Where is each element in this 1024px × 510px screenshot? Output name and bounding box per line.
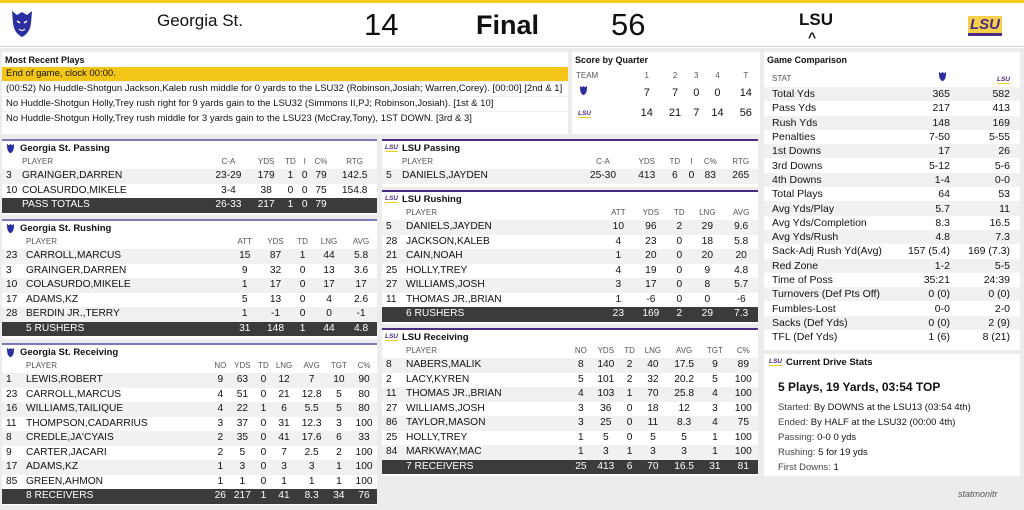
comparison-row: Turnovers (Def Pts Off) 0 (0) 0 (0) xyxy=(764,287,1020,301)
home-total-score: 56 xyxy=(732,103,760,123)
table-row: 11 THOMAS JR.,BRIAN 4 103 1 70 25.8 4 100 xyxy=(382,387,758,402)
table-row: 8 NABERS,MALIK 8 140 2 40 17.5 9 89 xyxy=(382,358,758,373)
column-header: PLAYER xyxy=(26,361,57,370)
current-drive-title: Current Drive Stats xyxy=(786,356,873,368)
column-header: AVG xyxy=(352,237,370,246)
home-quarter-score: 7 xyxy=(689,103,703,123)
away-quarter-score: 0 xyxy=(703,83,731,103)
table-row: 84 MARKWAY,MAC 1 3 1 3 3 1 100 xyxy=(382,445,758,460)
quarter-header: 4 xyxy=(715,71,720,80)
quarter-header-total: T xyxy=(743,71,749,80)
table-row: 5 DANIELS,JAYDEN 10 96 2 29 9.6 xyxy=(382,220,758,235)
column-header: LNG xyxy=(320,237,338,246)
recent-play-item: No Huddle-Shotgun Holly,Trey rush middle for 3 yards gain to the LSU23 (McCray,Tony), 1ST DOWN. [3rd & 3] xyxy=(2,111,568,126)
current-drive-panel xyxy=(764,354,1020,476)
comparison-row: Fumbles-Lost 0-0 2-0 xyxy=(772,302,1010,315)
away-quarter-score: 0 xyxy=(689,83,703,103)
score-by-quarter-table xyxy=(572,69,760,123)
table-row: 11 THOMPSON,CADARRIUS 3 37 0 31 12.3 3 100 xyxy=(6,417,373,429)
comparison-row: Avg Yds/Rush 4.8 7.3 xyxy=(764,230,1020,244)
comparison-row: TFL (Def Yds) 1 (6) 8 (21) xyxy=(772,331,1010,344)
table-row: 5 DANIELS,JAYDEN 25-30 413 6 0 83 265 xyxy=(382,169,758,184)
column-header: LNG xyxy=(644,346,662,355)
column-header: STAT xyxy=(772,74,792,83)
comparison-row: Avg Yds/Play 5.7 11 xyxy=(764,201,1020,215)
column-header: YDS xyxy=(257,157,275,166)
recent-play-item: No Huddle-Shotgun Holly,Trey rush right for 9 yards gain to the LSU32 (Simmons II,PJ; Robinson,Josiah). [1st & 10] xyxy=(2,96,568,111)
gsu-passing-table xyxy=(2,155,377,213)
table-row: 25 HOLLY,TREY 4 19 0 9 4.8 xyxy=(386,264,749,276)
table-row: 9 CARTER,JACARI 2 5 0 7 2.5 2 100 xyxy=(6,446,373,458)
georgia-state-panther-logo-icon xyxy=(5,143,16,154)
table-row: 28 BERDIN JR.,TERRY 1 -1 0 0 -1 xyxy=(2,307,377,322)
quarter-header: 1 xyxy=(644,71,649,80)
column-header: TGT xyxy=(330,361,347,370)
quarter-header: 2 xyxy=(672,71,678,80)
column-header: NO xyxy=(574,346,587,355)
table-row: 28 JACKSON,KALEB 4 23 0 18 5.8 xyxy=(386,235,749,247)
column-header: TD xyxy=(285,157,296,166)
table-row: 23 CARROLL,MARCUS 15 87 1 44 5.8 xyxy=(2,249,377,264)
column-header: C% xyxy=(703,157,717,166)
comparison-row: Red Zone 1-2 5-5 xyxy=(764,259,1020,273)
quarter-header: 3 xyxy=(694,71,699,80)
gsu-receiving-table xyxy=(2,359,377,504)
recent-play-item: End of game, clock 00:00. xyxy=(2,67,568,81)
column-header: AVG xyxy=(733,208,750,217)
score-by-quarter-title: Score by Quarter xyxy=(575,55,649,65)
comparison-row: Time of Poss 35:21 24:39 xyxy=(772,274,1010,286)
column-header: PLAYER xyxy=(26,237,57,246)
column-header: TD xyxy=(669,157,681,166)
lsu-logo-icon: LSU xyxy=(997,76,1010,83)
drive-rushing: Rushing: 5 for 19 yds xyxy=(778,447,868,458)
totals-row: 5 RUSHERS 31 148 1 44 4.8 xyxy=(2,322,377,337)
scoreboard-header xyxy=(0,0,1024,47)
column-header: RTG xyxy=(732,157,750,166)
comparison-row: Penalties 7-50 5-55 xyxy=(772,131,1010,144)
lsu-logo-icon: LSU xyxy=(968,16,1002,36)
away-quarter-score: 7 xyxy=(661,83,689,103)
away-total-score: 14 xyxy=(732,83,760,103)
game-comparison-panel xyxy=(764,52,1020,350)
table-row: 25 HOLLY,TREY 1 5 0 5 5 1 100 xyxy=(386,431,752,443)
table-row: 3 GRAINGER,DARREN 23-29 179 1 0 79 142.5 xyxy=(2,169,377,184)
table-row: 17 ADAMS,KZ 5 13 0 4 2.6 xyxy=(6,293,369,305)
table-row: 3 GRAINGER,DARREN 9 32 0 13 3.6 xyxy=(6,264,369,276)
lsu-receiving-table xyxy=(382,344,758,474)
recent-plays-panel xyxy=(2,52,568,134)
drive-first-downs: First Downs: 1 xyxy=(778,462,839,473)
lsu-rushing-title: LSU Rushing xyxy=(402,193,462,205)
gsu-passing-panel xyxy=(2,139,377,215)
column-header: TGT xyxy=(706,346,723,355)
column-header: C% xyxy=(736,346,750,355)
lsu-receiving-title: LSU Receiving xyxy=(402,331,469,343)
column-header: C% xyxy=(314,157,328,166)
column-header: YDS xyxy=(638,157,655,166)
lsu-logo-icon: LSU xyxy=(769,358,782,365)
column-header: AVG xyxy=(675,346,693,355)
comparison-row: Pass Yds 217 413 xyxy=(772,102,1010,115)
lsu-logo-icon: LSU xyxy=(385,144,398,151)
comparison-row: Total Yds 365 582 xyxy=(764,87,1020,101)
game-comparison-table xyxy=(764,71,1020,344)
quarter-header-team: TEAM xyxy=(576,71,599,80)
column-header: C-A xyxy=(221,157,236,166)
home-team-score: 56 xyxy=(611,7,646,42)
column-header: LNG xyxy=(699,208,716,217)
recent-plays-title: Most Recent Plays xyxy=(5,55,85,65)
lsu-passing-title: LSU Passing xyxy=(402,142,461,154)
column-header: ATT xyxy=(237,237,252,246)
comparison-row: 4th Downs 1-4 0-0 xyxy=(764,173,1020,187)
comparison-row: Avg Yds/Completion 8.3 16.5 xyxy=(772,216,1010,229)
away-team-score: 14 xyxy=(364,7,399,42)
comparison-row: Rush Yds 148 169 xyxy=(764,116,1020,130)
home-quarter-score: 21 xyxy=(661,103,689,123)
table-row: 10 COLASURDO,MIKELE 3-4 38 0 0 75 154.8 xyxy=(6,184,368,196)
gsu-rushing-table xyxy=(2,235,377,336)
drive-summary: 5 Plays, 19 Yards, 03:54 TOP xyxy=(778,380,941,394)
totals-row: PASS TOTALS 26-33 217 1 0 79 xyxy=(2,198,377,213)
away-quarter-score: 7 xyxy=(633,83,661,103)
score-by-quarter-panel xyxy=(572,52,760,134)
column-header: RTG xyxy=(346,157,364,166)
statmonitr-brand-logo[interactable]: statmonitr xyxy=(958,489,998,499)
table-row: 10 COLASURDO,MIKELE 1 17 0 17 17 xyxy=(2,278,377,293)
column-header: PLAYER xyxy=(22,157,53,166)
comparison-row: 3rd Downs 5-12 5-6 xyxy=(772,159,1010,172)
table-row: 16 WILLIAMS,TAILIQUE 4 22 1 6 5.5 5 80 xyxy=(2,402,377,417)
gsu-rushing-title: Georgia St. Rushing xyxy=(20,222,112,234)
drive-ended: Ended: By HALF at the LSU32 (00:00 4th) xyxy=(778,417,956,428)
table-row: 1 LEWIS,ROBERT 9 63 0 12 7 10 90 xyxy=(2,373,377,388)
away-team-name: Georgia St. xyxy=(157,11,243,30)
gsu-receiving-title: Georgia St. Receiving xyxy=(20,346,119,358)
home-quarter-score: 14 xyxy=(633,103,661,123)
lsu-rushing-table xyxy=(382,206,758,322)
drive-passing: Passing: 0-0 0 yds xyxy=(778,432,857,443)
georgia-state-panther-logo-icon xyxy=(5,347,16,358)
totals-row: 8 RECEIVERS 26 217 1 41 8.3 34 76 xyxy=(2,489,377,504)
column-header: I xyxy=(303,157,306,166)
gsu-passing-title: Georgia St. Passing xyxy=(20,142,110,154)
table-row: 27 WILLIAMS,JOSH 3 36 0 18 12 3 100 xyxy=(386,402,752,414)
column-header: YDS xyxy=(267,237,284,246)
table-row: 85 GREEN,AHMON 1 1 0 1 1 1 100 xyxy=(6,475,373,487)
column-header: ATT xyxy=(611,208,626,217)
lsu-rushing-panel xyxy=(382,190,758,324)
drive-started: Started: By DOWNS at the LSU13 (03:54 4th) xyxy=(778,402,971,413)
comparison-row: Sacks (Def Yds) 0 (0) 2 (9) xyxy=(764,316,1020,330)
column-header: TD xyxy=(297,237,308,246)
comparison-row: Total Plays 64 53 xyxy=(772,188,1010,201)
column-header: LNG xyxy=(275,361,293,370)
lsu-logo-icon: LSU xyxy=(385,333,398,340)
georgia-state-panther-logo-icon xyxy=(10,9,34,39)
possession-caret-icon: ^ xyxy=(808,29,817,45)
lsu-passing-panel xyxy=(382,139,758,187)
column-header: C% xyxy=(357,361,371,370)
table-row: 17 ADAMS,KZ 1 3 0 3 3 1 100 xyxy=(2,460,377,475)
column-header: I xyxy=(690,157,693,166)
column-header: PLAYER xyxy=(402,157,433,166)
totals-row: 6 RUSHERS 23 169 2 29 7.3 xyxy=(382,307,758,322)
table-row: 8 CREDLE,JA'CYAIS 2 35 0 41 17.6 6 33 xyxy=(2,431,377,446)
column-header: YDS xyxy=(642,208,660,217)
table-row: 27 WILLIAMS,JOSH 3 17 0 8 5.7 xyxy=(382,278,758,293)
table-row: 21 CAIN,NOAH 1 20 0 20 20 xyxy=(382,249,758,264)
home-team-name: LSU xyxy=(799,10,833,29)
column-header: TD xyxy=(624,346,635,355)
column-header: PLAYER xyxy=(406,208,437,217)
table-row: 2 LACY,KYREN 5 101 2 32 20.2 5 100 xyxy=(386,373,752,385)
column-header: YDS xyxy=(234,361,251,370)
column-header: AVG xyxy=(303,361,320,370)
lsu-passing-table xyxy=(382,155,758,184)
column-header: TD xyxy=(258,361,269,370)
gsu-rushing-panel xyxy=(2,219,377,339)
column-header: PLAYER xyxy=(406,346,437,355)
table-row: 86 TAYLOR,MASON 3 25 0 11 8.3 4 75 xyxy=(382,416,758,431)
georgia-state-panther-logo-icon xyxy=(937,71,948,82)
georgia-state-panther-logo-icon xyxy=(5,223,16,234)
lsu-logo-icon: LSU xyxy=(578,110,591,117)
gsu-receiving-panel xyxy=(2,343,377,505)
game-comparison-title: Game Comparison xyxy=(767,55,848,65)
recent-play-item: (00:52) No Huddle-Shotgun Jackson,Kaleb rush middle for 0 yards to the LSU32 (Robinson,Josiah; Warren,Corey). [00:00] [2nd & 1] xyxy=(2,81,568,96)
home-quarter-score: 14 xyxy=(703,103,731,123)
table-row: 23 CARROLL,MARCUS 4 51 0 21 12.8 5 80 xyxy=(6,388,370,400)
georgia-state-panther-logo-icon xyxy=(578,85,589,96)
totals-row: 7 RECEIVERS 25 413 6 70 16.5 31 81 xyxy=(382,460,758,475)
comparison-row: 1st Downs 17 26 xyxy=(764,144,1020,158)
lsu-logo-icon: LSU xyxy=(385,195,398,202)
column-header: TD xyxy=(674,208,685,217)
table-row: 11 THOMAS JR.,BRIAN 1 -6 0 0 -6 xyxy=(386,293,746,305)
comparison-row: Sack-Adj Rush Yd(Avg) 157 (5.4) 169 (7.3) xyxy=(772,245,1010,258)
column-header: C-A xyxy=(596,157,610,166)
lsu-receiving-panel xyxy=(382,328,758,476)
column-header: NO xyxy=(214,361,227,370)
game-status: Final xyxy=(476,10,540,40)
column-header: YDS xyxy=(597,346,615,355)
